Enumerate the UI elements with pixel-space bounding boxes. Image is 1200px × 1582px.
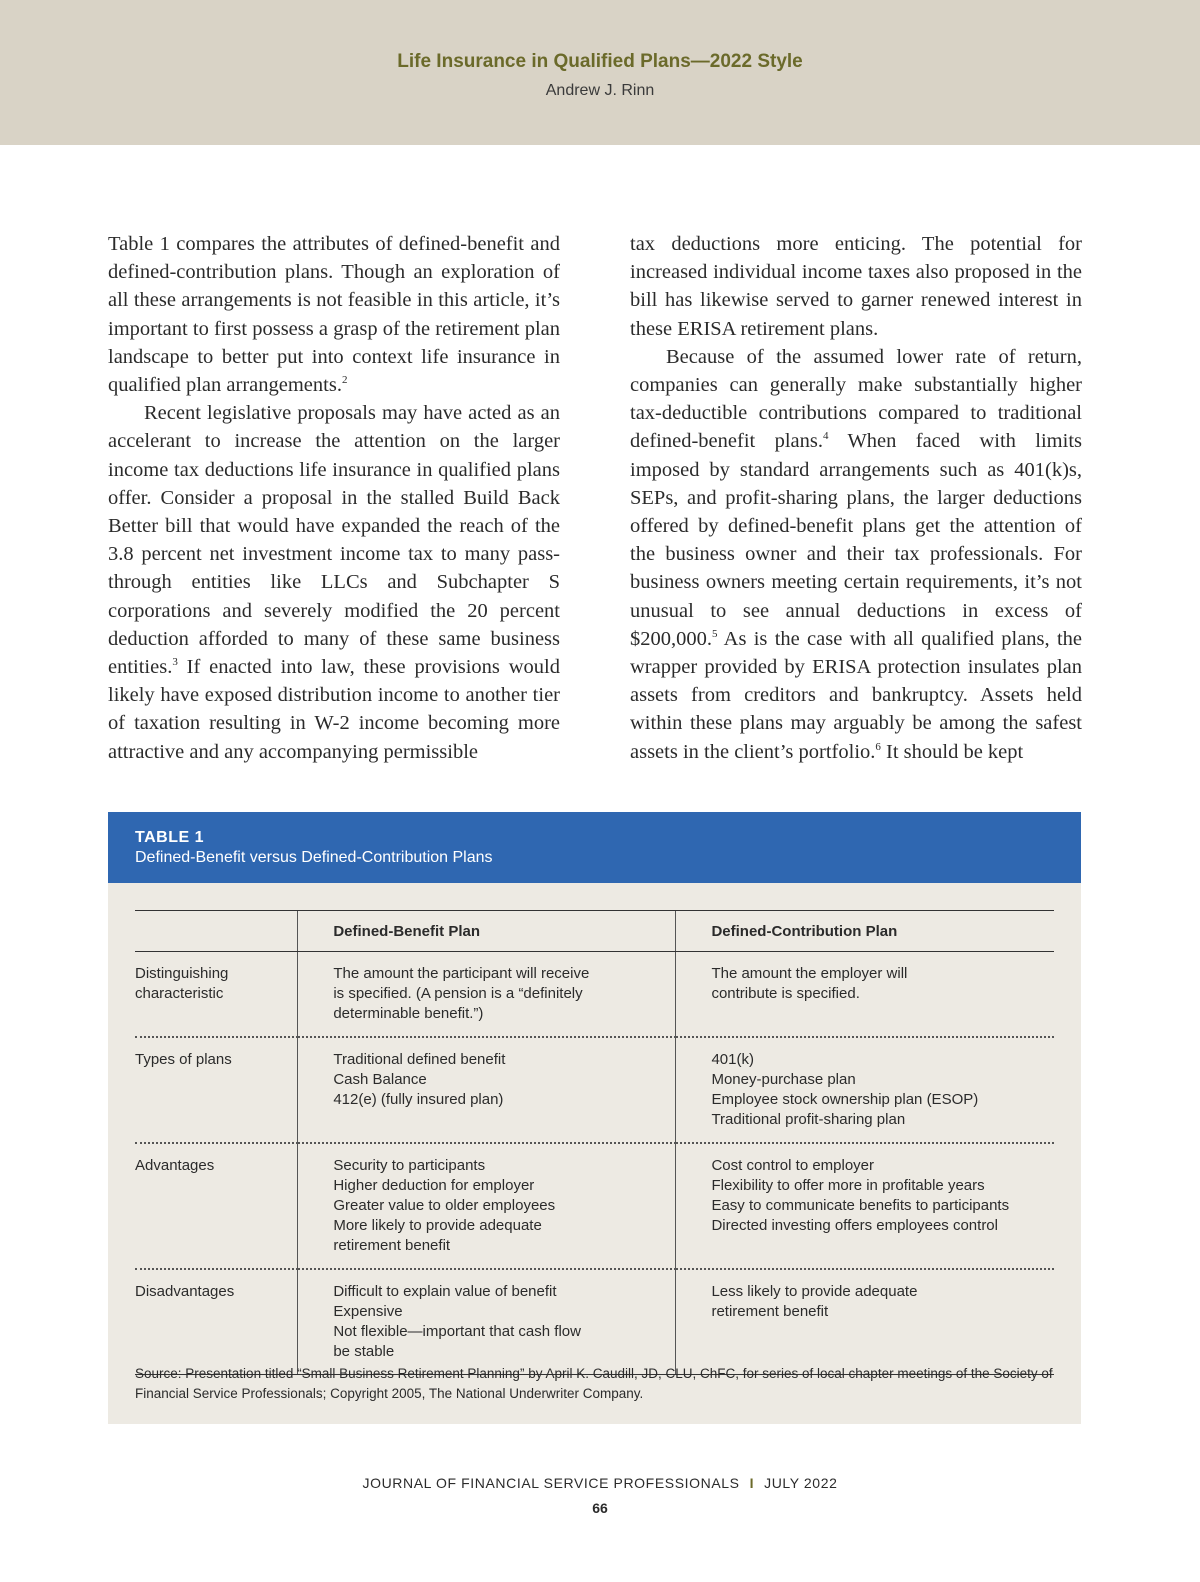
cell-line: Directed investing offers employees control [711, 1217, 998, 1234]
cell-line: Traditional defined benefit [333, 1051, 506, 1068]
table-cell [298, 1143, 676, 1269]
cell-line: Cost control to employer [711, 1157, 875, 1174]
footnote-ref: 5 [712, 628, 718, 641]
article-author: Andrew J. Rinn [545, 82, 655, 99]
table-cell [298, 952, 676, 1038]
table-1 [108, 812, 1081, 1424]
footnote-ref: 4 [822, 430, 829, 443]
table-cell [676, 1143, 1054, 1269]
table-cell [135, 1269, 298, 1375]
table-cell [676, 952, 1054, 1038]
footnote-ref: 2 [341, 374, 348, 387]
footer [0, 1475, 1200, 1491]
table-cell [676, 1269, 1054, 1375]
table-caption: Defined-Benefit versus Defined-Contribution Plans [135, 849, 493, 866]
table-cell [676, 1037, 1054, 1143]
paragraph: Table 1 compares the attributes of defined-benefit and defined-contribution plans. Though an exploration of all these arrangements is not feasible in this article, it’s important to first possess a grasp of the retirement plan landscape to better put into context life insurance in qualified plan arrangements.$^2$ [108, 233, 560, 397]
table-cell [135, 1037, 298, 1143]
cell-line: Types of plans [135, 1051, 232, 1068]
cell-line: contribute is specified. [711, 985, 860, 1002]
table-header-row [135, 911, 1054, 952]
cell-line: Distinguishing [135, 965, 229, 982]
right-column [630, 230, 1082, 766]
paragraph: Recent legislative proposals may have acted as an accelerant to increase the attention on the larger income tax deductions life insurance in qualified plans offer. Consider a proposal in the stalled Build Back Better bill that would have expanded the reach of the 3.8 percent net investment income tax to many pass-through entities like LLCs and Subchapter S corporations and severely modified the 20 percent deduction afforded to many of these same business entities.$^3$ If enacted into law, these provisions would likely have exposed distribution income to another tier of taxation resulting in W-2 income becoming more attractive and any accompanying permissible [108, 402, 560, 763]
cell-line: Traditional profit-sharing plan [711, 1111, 906, 1128]
cell-line: More likely to provide adequate [333, 1217, 542, 1234]
cell-line: retirement benefit [711, 1303, 829, 1320]
table-cell [298, 1037, 676, 1143]
cell-line: Less likely to provide adequate [711, 1283, 918, 1300]
paragraph: Because of the assumed lower rate of return, companies can generally make substantially higher tax-deductible contributions compared to traditional defined-benefit plans.$^4$ When faced with limits imposed by standard arrangements such as 401(k)s, SEPs, and profit-sharing plans, the larger deductions offered by defined-benefit plans get the attention of the business owner and their tax professionals. For business owners meeting certain requirements, it’s not unusual to see annual deductions in excess of $200,000.$^5$ As is the case with all qualified plans, the wrapper provided by ERISA protection insulates plan assets from creditors and bankruptcy. Assets held within these plans may arguably be among the safest assets in the client’s portfolio.$^6$ It should be kept [630, 345, 1082, 763]
cell-line: 412(e) (fully insured plan) [333, 1091, 504, 1108]
table-row [135, 952, 1054, 1038]
cell-line: Greater value to older employees [333, 1197, 556, 1214]
cell-line: Security to participants [333, 1157, 486, 1174]
issue-date: JULY 2022 [764, 1475, 838, 1491]
cell-line: Easy to communicate benefits to participants [711, 1197, 1010, 1214]
cell-line: Employee stock ownership plan (ESOP) [711, 1091, 979, 1108]
cell-line: Higher deduction for employer [333, 1177, 535, 1194]
cell-line: is specified. (A pension is a “definitely [333, 985, 583, 1002]
cell-line: Money-purchase plan [711, 1071, 856, 1088]
cell-line: Disadvantages [135, 1283, 235, 1300]
header-band [0, 0, 1200, 145]
article-title: Life Insurance in Qualified Plans—2022 Style [397, 51, 803, 72]
table-cell [135, 952, 298, 1038]
cell-line: be stable [333, 1343, 395, 1360]
table-source-note: Source: Presentation titled “Small Business Retirement Planning” by April K. Caudill, JD, CLU, ChFC, for series of local chapter meetings of the Society of Financial Service Professionals; Copyright 2005, The National Underwriter Company. [135, 1366, 1053, 1401]
table-label: TABLE 1 [135, 829, 204, 846]
cell-line: 401(k) [711, 1051, 754, 1068]
cell-line: Cash Balance [333, 1071, 427, 1088]
cell-line: Not flexible—important that cash flow [333, 1323, 581, 1340]
comparison-table [135, 910, 1054, 1375]
table-cell [135, 1143, 298, 1269]
footnote-ref: 6 [875, 740, 881, 753]
cell-line: Expensive [333, 1303, 403, 1320]
left-column [108, 230, 560, 766]
page-number: 66 [592, 1500, 608, 1516]
journal-name: JOURNAL OF FINANCIAL SERVICE PROFESSIONALS [362, 1475, 740, 1491]
cell-line: determinable benefit.”) [333, 1005, 484, 1022]
table-row [135, 1037, 1054, 1143]
cell-line: The amount the participant will receive [333, 965, 590, 982]
cell-line: Advantages [135, 1157, 215, 1174]
cell-line: retirement benefit [333, 1237, 451, 1254]
footnote-ref: 3 [172, 656, 178, 669]
cell-line: characteristic [135, 985, 224, 1002]
column-header: Defined-Benefit Plan [298, 911, 676, 952]
cell-line: Difficult to explain value of benefit [333, 1283, 557, 1300]
footer-separator: I [749, 1475, 755, 1491]
table-cell [298, 1269, 676, 1375]
table-header-band [108, 812, 1081, 883]
paragraph: tax deductions more enticing. The potential for increased individual income taxes also proposed in the bill has likewise served to garner renewed interest in these ERISA retirement plans. [630, 233, 1082, 340]
table-row [135, 1269, 1054, 1375]
column-header [135, 911, 298, 952]
column-header: Defined-Contribution Plan [676, 911, 1054, 952]
cell-line: Flexibility to offer more in profitable years [711, 1177, 985, 1194]
table-row [135, 1143, 1054, 1269]
cell-line: The amount the employer will [711, 965, 908, 982]
